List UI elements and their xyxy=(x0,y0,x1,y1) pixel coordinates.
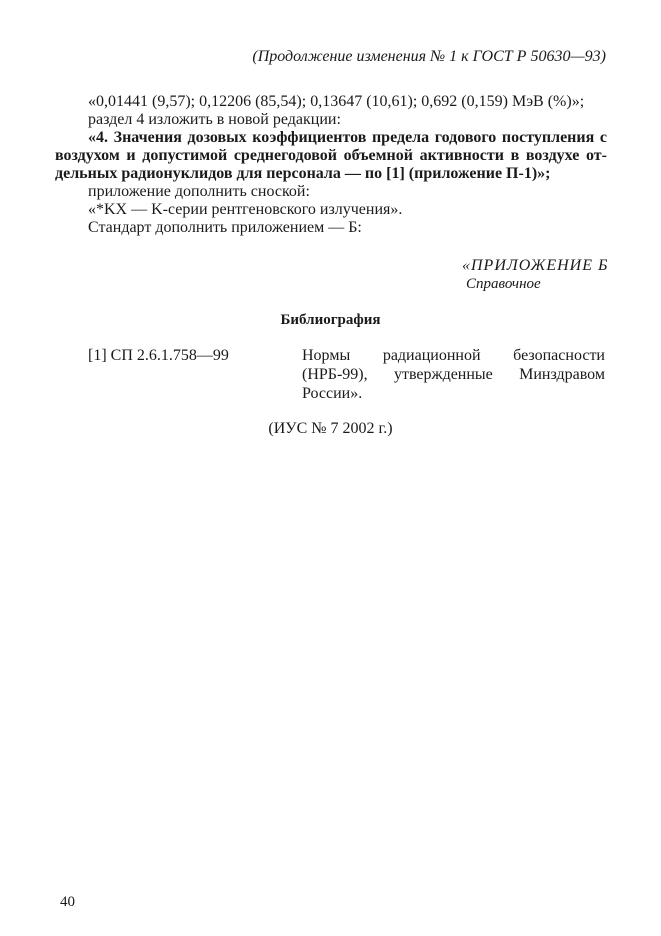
footnote-text: «*KX — K-серии рентгеновского излучения». xyxy=(88,201,403,218)
page-number: 40 xyxy=(60,894,75,910)
bibliography-desc-line1: Нормы радиационной безопасности xyxy=(302,347,605,364)
section4-instruction: раздел 4 изложить в новой редакции: xyxy=(88,111,341,128)
section4-heading-line3: дельных радионуклидов для персонала — по [1] (приложение П-1)»; xyxy=(55,165,551,182)
source-note: (ИУС № 7 2002 г.) xyxy=(268,420,393,437)
bibliography-desc-line2: (НРБ-99), утвержденные Минздравом xyxy=(302,366,605,383)
bibliography-entry-ref: [1] СП 2.6.1.758—99 xyxy=(88,347,229,364)
appendix-instruction: Стандарт дополнить приложением — Б: xyxy=(88,219,362,236)
continuation-header: (Продолжение изменения № 1 к ГОСТ Р 50630—93) xyxy=(252,48,606,65)
bibliography-desc-line3: России». xyxy=(302,385,363,402)
bibliography-heading: Библиография xyxy=(280,312,381,328)
section4-heading-line2: воздухом и допустимой среднегодовой объемной активности в воздухе от- xyxy=(55,147,607,164)
appendix-subtitle: Справочное xyxy=(466,276,541,292)
footnote-instruction: приложение дополнить сноской: xyxy=(88,183,310,200)
bibliography-entry-description xyxy=(302,346,605,403)
values-line: «0,01441 (9,57); 0,12206 (85,54); 0,13647 (10,61); 0,692 (0,159) МэВ (%)»; xyxy=(88,93,585,110)
section4-heading-line1: «4. Значения дозовых коэффициентов предела годового поступления с xyxy=(88,129,607,146)
appendix-title: «ПРИЛОЖЕНИЕ Б xyxy=(462,257,609,274)
